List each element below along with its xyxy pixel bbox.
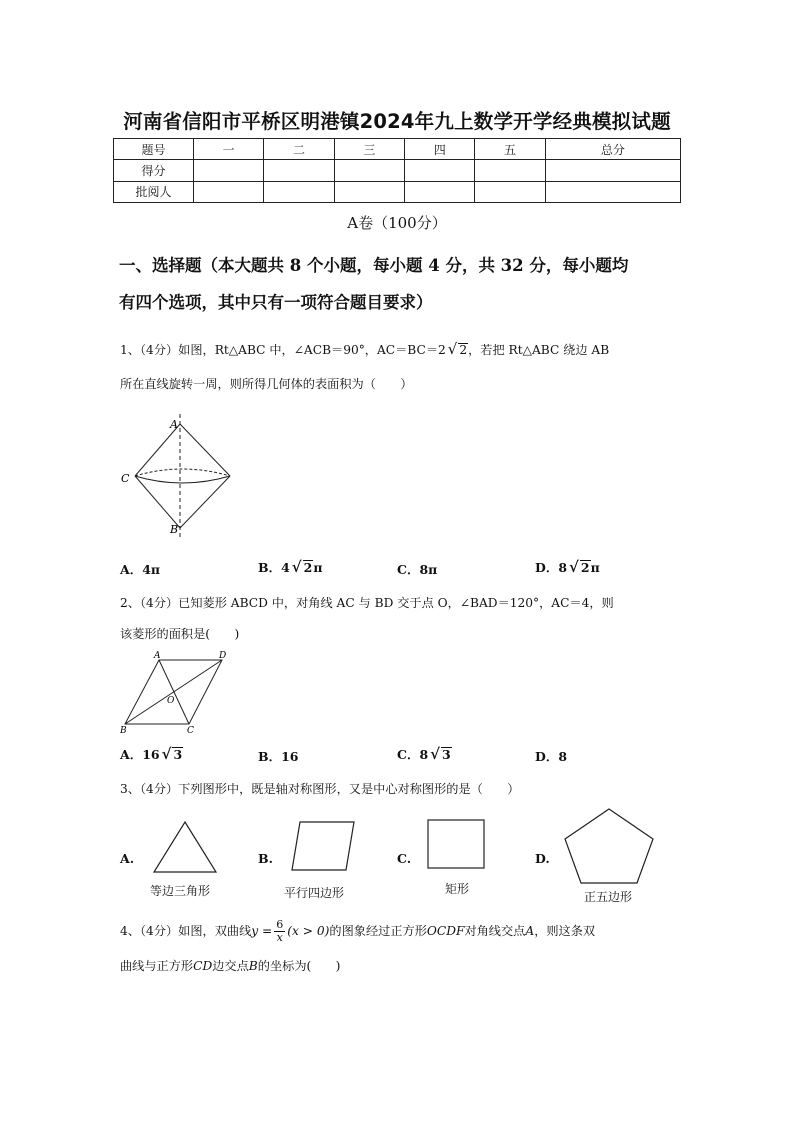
label-c: C (121, 472, 130, 485)
question-3-line1: 3、（4分）下列图形中，既是轴对称图形，又是中心对称图形的是（ ） (120, 782, 520, 796)
score-input-cell[interactable] (264, 160, 334, 181)
section-heading-line2: 有四个选项，其中只有一项符合题目要求） (119, 293, 433, 312)
cone-edge (180, 476, 230, 528)
q1-option-d-pre: D．8 (535, 560, 568, 575)
q4-fraction-num: 6 (276, 917, 284, 931)
volume-heading: A卷（100分） (347, 214, 447, 232)
q3-caption-b: 平行四边形 (284, 886, 345, 900)
q4-fraction-den: x (276, 931, 283, 944)
q3-caption-d: 正五边形 (584, 890, 633, 904)
q2-option-c-pre: C．8 (397, 747, 429, 762)
score-input-cell[interactable] (475, 181, 545, 202)
q2-option-a-sqrt: 3 (173, 747, 183, 762)
q3-caption-a: 等边三角形 (150, 884, 211, 898)
score-input-cell[interactable] (264, 181, 334, 202)
q1-text-b: ，若把 Rt△ABC 绕边 AB (468, 343, 610, 357)
exam-title: 河南省信阳市平桥区明港镇2024年九上数学开学经典模拟试题 (123, 110, 671, 133)
sqrt-icon: √ (569, 558, 579, 576)
q1-option-a[interactable]: A．4π (120, 562, 161, 577)
q2-option-a[interactable] (120, 745, 183, 763)
score-input-cell[interactable] (194, 181, 264, 202)
q4-text-a: 4、（4分）如图，双曲线 (120, 924, 252, 938)
label-a: A (170, 418, 178, 431)
cone-edge (180, 424, 230, 476)
q4-text-e: 曲线与正方形 (120, 959, 194, 973)
label-a: A (154, 651, 161, 661)
q4-text-g: 的坐标为( ) (257, 959, 341, 973)
score-cell: 三 (334, 139, 404, 160)
q3-option-c[interactable]: C. (397, 851, 412, 866)
q4-ocdf: OCDF (426, 924, 465, 938)
q3-caption-c: 矩形 (445, 882, 470, 896)
q4-text-c: 对角线交点 (464, 924, 526, 938)
score-table-header-row (114, 139, 681, 160)
rectangle-icon (425, 817, 487, 871)
score-cell: 一 (194, 139, 264, 160)
q2-option-c[interactable] (397, 745, 452, 763)
score-cell: 四 (405, 139, 475, 160)
sqrt-icon: √ (161, 745, 172, 763)
question-1-line2: 所在直线旋转一周，则所得几何体的表面积为（ ） (120, 377, 413, 391)
q4-point-a: A (525, 924, 535, 938)
score-input-cell[interactable] (334, 181, 404, 202)
score-table-row-grader (114, 181, 681, 202)
q4-formula-y: y = (251, 924, 273, 938)
q4-cd: CD (193, 959, 213, 973)
q4-point-b: B (248, 959, 258, 973)
q1-sqrt: 2 (459, 343, 468, 357)
q3-option-a[interactable]: A. (120, 851, 135, 866)
score-input-cell[interactable] (545, 181, 680, 202)
q4-text-f: 边交点 (212, 959, 249, 973)
q2-option-a-pre: A．16 (120, 747, 160, 762)
q1-option-b[interactable] (258, 558, 322, 576)
sqrt-icon: √ (447, 340, 458, 358)
diagonal-bd (125, 660, 222, 724)
score-table (113, 138, 681, 203)
score-input-cell[interactable] (545, 160, 680, 181)
q1-option-b-post: π (313, 560, 323, 575)
label-b: B (120, 726, 127, 736)
ellipse-front (135, 476, 230, 483)
equilateral-triangle-icon (150, 818, 220, 876)
q4-fraction (274, 919, 285, 944)
parallelogram-icon (288, 818, 358, 874)
q1-option-d[interactable] (535, 558, 600, 576)
sqrt-icon: √ (291, 558, 302, 576)
q3-option-d[interactable]: D. (535, 851, 550, 866)
q1-option-c[interactable]: C．8π (397, 562, 438, 577)
q1-option-d-post: π (590, 560, 600, 575)
q1-figure-double-cone (115, 412, 245, 542)
question-1-line1 (120, 342, 690, 357)
score-cell: 总分 (545, 139, 680, 160)
q1-option-b-pre: B．4 (258, 560, 290, 575)
cone-edge (135, 424, 180, 476)
regular-pentagon-icon (561, 805, 657, 887)
q2-option-c-sqrt: 3 (442, 747, 451, 762)
score-input-cell[interactable] (475, 160, 545, 181)
score-input-cell[interactable] (405, 160, 475, 181)
label-b: B (170, 523, 179, 536)
ellipse-back (135, 469, 230, 476)
q4-text-d: ，则这条双 (534, 924, 596, 938)
score-cell: 二 (264, 139, 334, 160)
q3-option-b[interactable]: B. (258, 851, 273, 866)
score-cell: 得分 (114, 160, 194, 181)
score-cell: 批阅人 (114, 181, 194, 202)
question-2-line2: 该菱形的面积是( ) (120, 627, 240, 641)
question-2-line1: 2、（4分）已知菱形 ABCD 中，对角线 AC 与 BD 交于点 O，∠BAD＝120°，AC＝4，则 (120, 596, 614, 610)
q1-option-d-sqrt: 2 (580, 560, 590, 575)
cone-edge (135, 476, 180, 528)
question-4-line1 (120, 915, 690, 947)
label-d: D (219, 651, 227, 661)
q2-option-d[interactable]: D．8 (535, 749, 568, 764)
q1-option-b-sqrt: 2 (303, 560, 313, 575)
score-cell: 题号 (114, 139, 194, 160)
score-table-row-score (114, 160, 681, 181)
score-input-cell[interactable] (194, 160, 264, 181)
label-o: O (167, 696, 175, 706)
score-cell: 五 (475, 139, 545, 160)
q4-text-b: 的图象经过正方形 (329, 924, 427, 938)
q4-formula-cond: (x > 0) (287, 924, 330, 938)
q2-option-b[interactable]: B．16 (258, 749, 299, 764)
score-input-cell[interactable] (405, 181, 475, 202)
label-c: C (187, 726, 194, 736)
section-heading-line1: 一、选择题（本大题共 8 个小题，每小题 4 分，共 32 分，每小题均 (119, 256, 629, 275)
q2-figure-rhombus (115, 648, 240, 736)
score-input-cell[interactable] (334, 160, 404, 181)
q1-text-a: 1、（4分）如图，Rt△ABC 中，∠ACB＝90°，AC＝BC＝2 (120, 343, 446, 357)
question-4-line2 (120, 960, 690, 972)
sqrt-icon: √ (430, 745, 441, 763)
